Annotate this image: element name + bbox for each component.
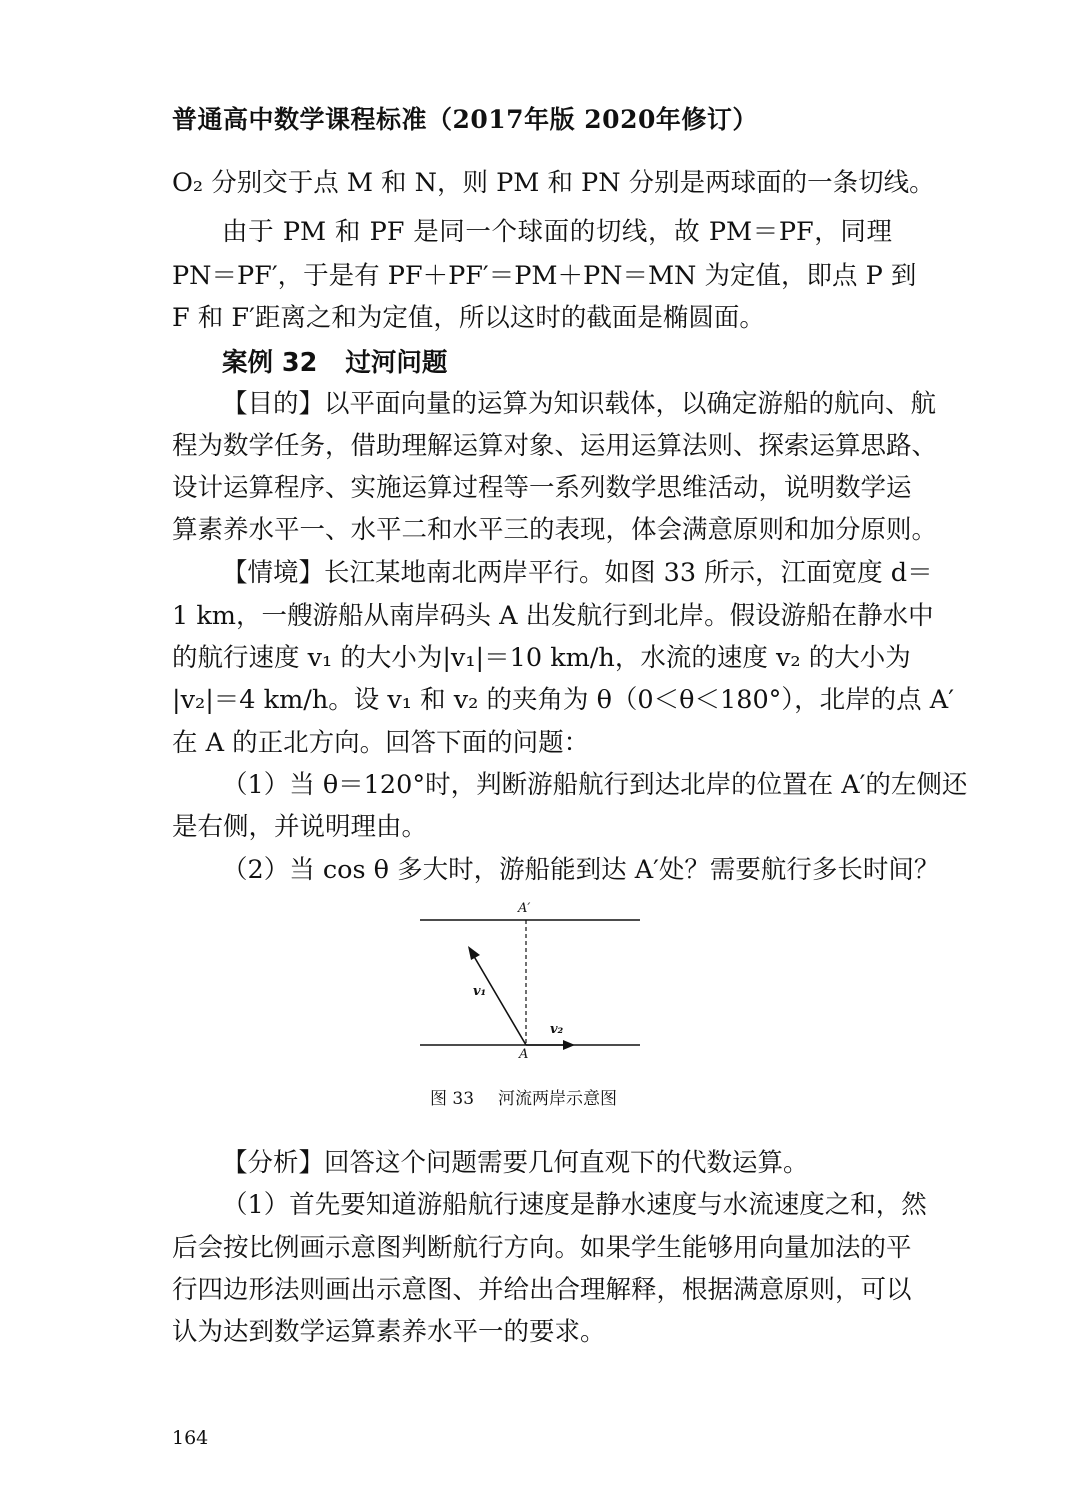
analysis-line: 后会按比例画示意图判断航行方向。如果学生能够用向量加法的平 (172, 1233, 912, 1263)
page-number: 164 (172, 1427, 209, 1449)
analysis-line: 【分析】回答这个问题需要几何直观下的代数运算。 (222, 1148, 809, 1178)
label-v1: v₁ (473, 984, 487, 999)
purpose-line: 设计运算程序、实施运算过程等一系列数学思维活动，说明数学运 (172, 473, 912, 503)
analysis-line: 认为达到数学运算素养水平一的要求。 (172, 1317, 606, 1347)
vector-v1-arrowhead (468, 946, 480, 960)
situation-line: 1 km，一艘游船从南岸码头 A 出发航行到北岸。假设游船在静水中 (172, 601, 934, 631)
question-line: 是右侧，并说明理由。 (172, 812, 428, 842)
situation-line: 【情境】长江某地南北两岸平行。如图 33 所示，江面宽度 d＝ (222, 558, 933, 588)
case-heading (222, 343, 447, 383)
label-a: A (519, 1047, 529, 1062)
river-diagram-svg (410, 898, 650, 1066)
purpose-line: 算素养水平一、水平二和水平三的表现，体会满意原则和加分原则。 (172, 515, 938, 545)
figure-number: 图 33 (430, 1089, 475, 1109)
body-line: O₂ 分别交于点 M 和 N，则 PM 和 PN 分别是两球面的一条切线。 (172, 168, 935, 198)
situation-line: |v₂|＝4 km/h。设 v₁ 和 v₂ 的夹角为 θ（0＜θ＜180°），北岸的点 A′ (172, 685, 954, 715)
body-line: 由于 PM 和 PF 是同一个球面的切线，故 PM＝PF，同理 (222, 217, 892, 247)
body-line: PN＝PF′，于是有 PF＋PF′＝PM＋PN＝MN 为定值，即点 P 到 (172, 261, 917, 291)
question-line: （1）当 θ＝120°时，判断游船航行到达北岸的位置在 A′的左侧还 (222, 770, 968, 800)
case-number: 案例 32 (222, 348, 318, 378)
situation-line: 在 A 的正北方向。回答下面的问题： (172, 728, 590, 758)
vector-v1-line (472, 953, 526, 1045)
label-a-prime: A′ (518, 901, 531, 916)
analysis-line: 行四边形法则画出示意图、并给出合理解释，根据满意原则，可以 (172, 1275, 912, 1305)
analysis-line: （1）首先要知道游船航行速度是静水速度与水流速度之和，然 (222, 1190, 927, 1220)
purpose-line: 程为数学任务，借助理解运算对象、运用运算法则、探索运算思路、 (172, 431, 938, 461)
purpose-line: 【目的】以平面向量的运算为知识载体，以确定游船的航向、航 (222, 389, 937, 419)
river-diagram (410, 898, 650, 1066)
case-title: 过河问题 (345, 348, 448, 378)
running-header: 普通高中数学课程标准（2017年版 2020年修订） (172, 105, 758, 134)
vector-v2-arrowhead (563, 1040, 575, 1050)
body-line: F 和 F′距离之和为定值，所以这时的截面是椭圆面。 (172, 303, 765, 333)
situation-line: 的航行速度 v₁ 的大小为|v₁|＝10 km/h，水流的速度 v₂ 的大小为 (172, 643, 911, 673)
question-line: （2）当 cos θ 多大时，游船能到达 A′处？需要航行多长时间？ (222, 855, 940, 885)
figure-caption (430, 1087, 690, 1111)
label-v2: v₂ (550, 1022, 564, 1037)
figure-caption-text: 河流两岸示意图 (498, 1089, 618, 1109)
